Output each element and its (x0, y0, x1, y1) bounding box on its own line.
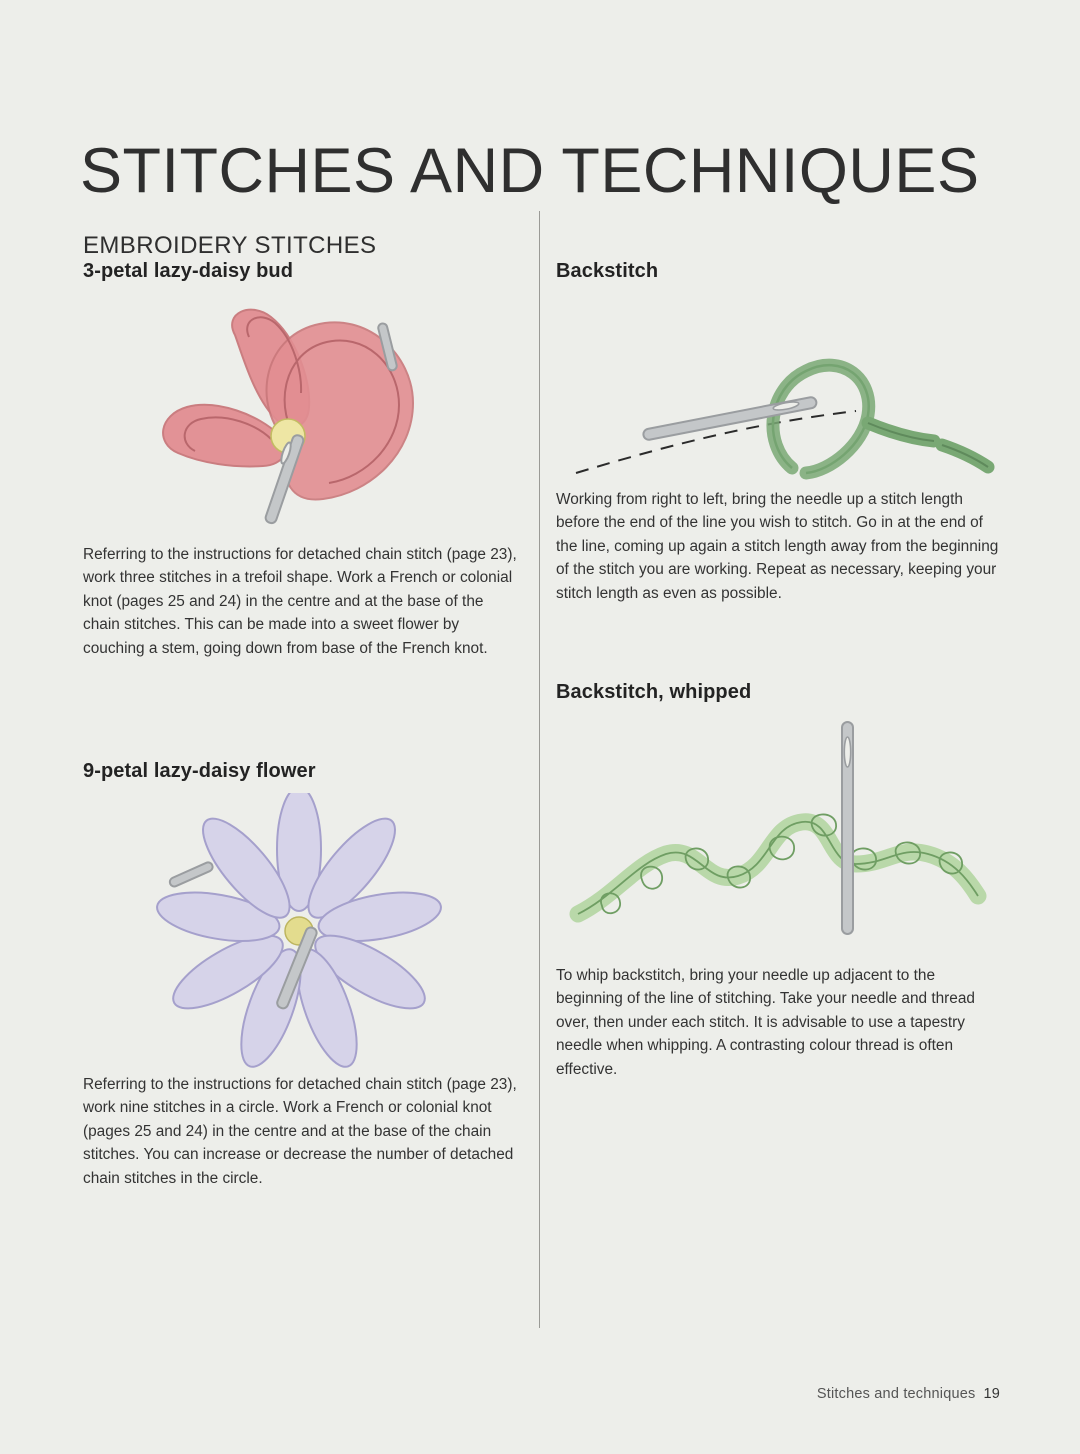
entry-backstitch-whipped (556, 681, 999, 1081)
backstitch-illustration (556, 293, 999, 488)
nine-petal-lazy-daisy-flower-illustration (83, 793, 523, 1073)
entry-title: 3-petal lazy-daisy bud (83, 260, 294, 282)
right-column (556, 260, 999, 1081)
entry-body-text: Working from right to left, bring the needle up a stitch length before the end of the line you wish to stitch. Go in at the end of the line, coming up again a stitch length away from the beginning of the stitch you are working. Repeat as necessary, keeping your stitch length as even as possible. (556, 491, 999, 602)
whipped-backstitch-illustration (556, 714, 999, 964)
three-petal-lazy-daisy-bud-illustration (83, 293, 523, 543)
footer-page-number: 19 (983, 1386, 1000, 1402)
entry-title: 9-petal lazy-daisy flower (83, 760, 316, 783)
entry-body-text: Referring to the instructions for detached chain stitch (page 23), work three stitches in a trefoil shape. Work a French or colonial knot (pages 25 and 24) in the centre and at the base of the chain stitches. This can be made into a sweet flower by couching a stem, going down from base of the French knot. (83, 546, 517, 657)
page-footer (817, 1386, 1000, 1402)
entry-title: Backstitch, whipped (556, 681, 752, 704)
left-column (83, 260, 523, 1190)
column-divider (539, 211, 540, 1328)
entry-body-text: To whip backstitch, bring your needle up adjacent to the beginning of the line of stitching. Take your needle and thread over, then under each stitch. It is advisable to use a tapestry needle when whipping. A contrasting colour thread is often effective. (556, 967, 975, 1078)
entry-3-petal-lazy-daisy-bud (83, 260, 523, 660)
entry-title: Backstitch (556, 260, 659, 282)
entry-backstitch (556, 260, 999, 605)
footer-label: Stitches and techniques (816, 1386, 976, 1402)
entry-9-petal-lazy-daisy-flower (83, 760, 523, 1190)
entry-body-text: Referring to the instructions for detached chain stitch (page 23), work nine stitches in a circle. Work a French or colonial knot (pages 25 and 24) in the centre and at the base of the chain stitches. You can increase or decrease the number of detached chain stitches in the circle. (83, 1076, 517, 1187)
section-heading: EMBROIDERY STITCHES (83, 231, 377, 259)
page-title: STITCHES AND TECHNIQUES (80, 136, 980, 207)
